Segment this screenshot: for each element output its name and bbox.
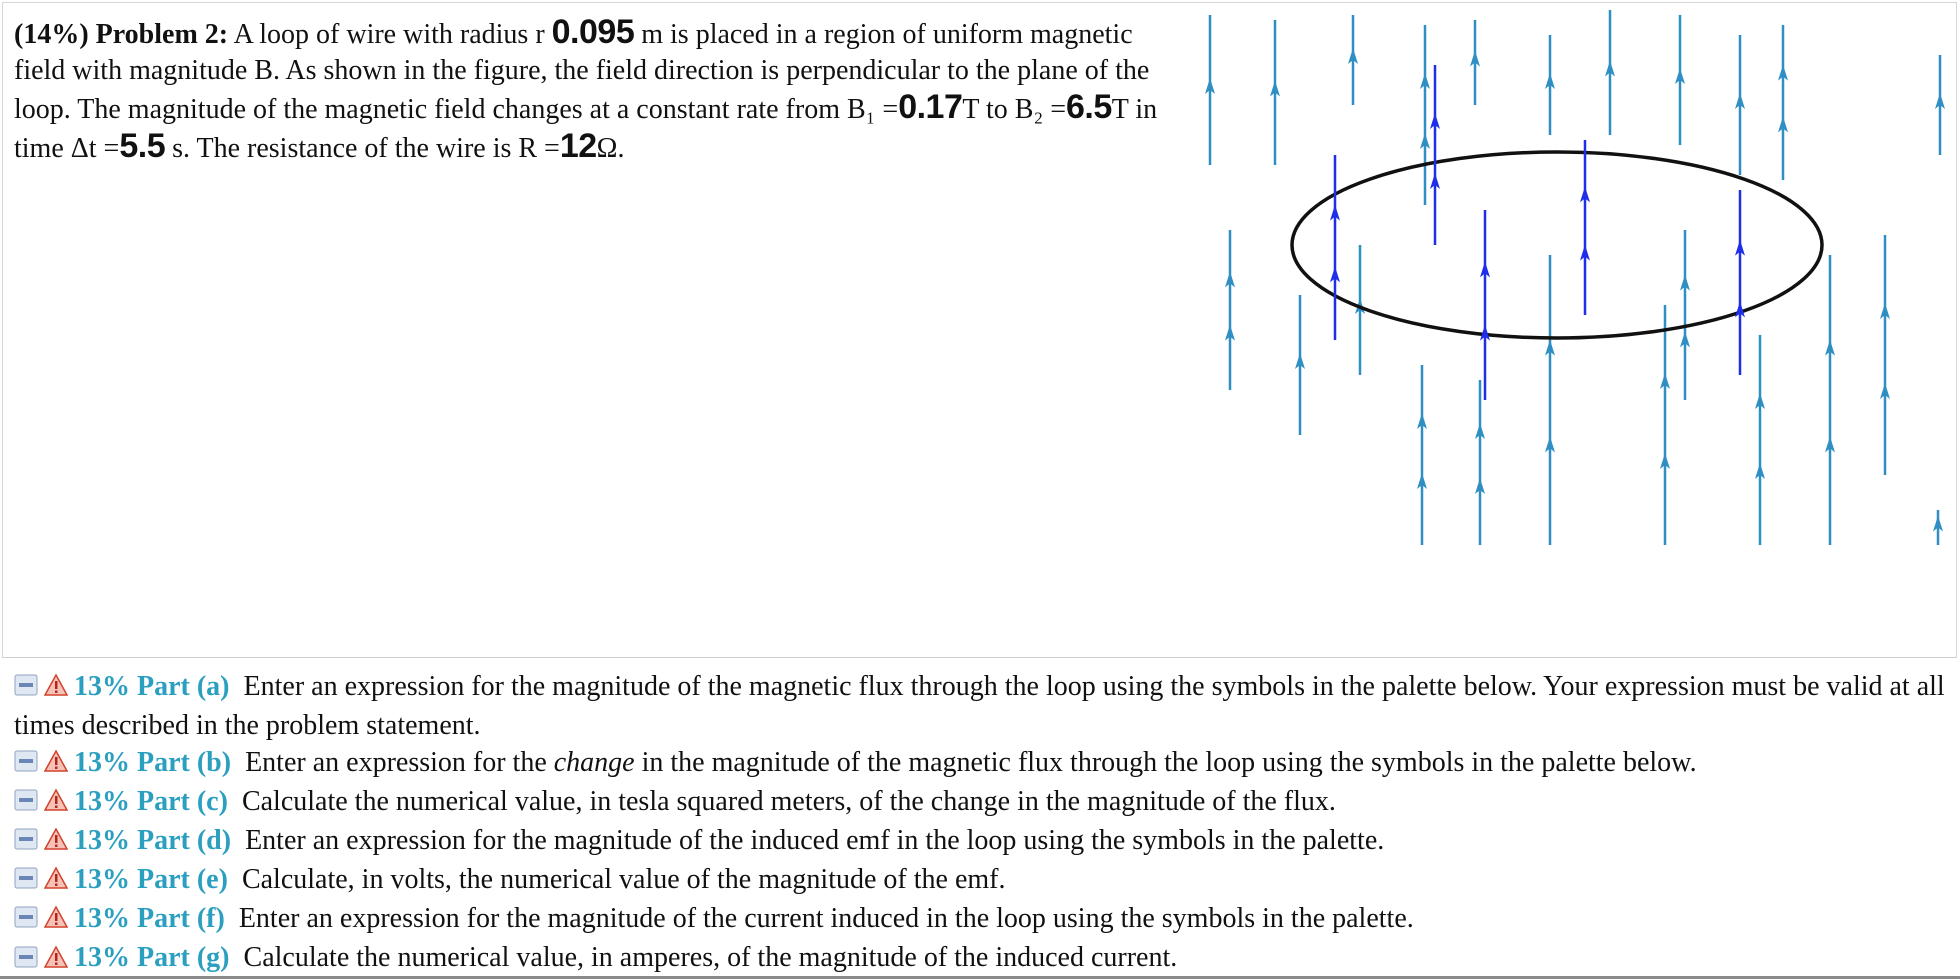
b1-value: 0.17 bbox=[898, 88, 963, 126]
warning-icon bbox=[44, 824, 68, 861]
magnetic-field-figure bbox=[1195, 5, 1955, 565]
part-a-text: Enter an expression for the magnitude of the magnetic flux through the loop using the symbols in the palette below. Your expression must be valid at all times described in the problem statement. bbox=[14, 671, 1945, 742]
statement-text-3: T to B₂ = bbox=[962, 94, 1066, 125]
collapse-icon[interactable] bbox=[14, 902, 38, 939]
warning-icon bbox=[44, 863, 68, 900]
part-d[interactable] bbox=[0, 822, 1960, 861]
part-d-label[interactable]: 13% Part (d) bbox=[74, 825, 232, 857]
radius-value: 0.095 bbox=[551, 13, 635, 51]
statement-text-1: A loop of wire with radius r bbox=[233, 19, 545, 50]
part-b-text-pre: Enter an expression for the bbox=[245, 747, 554, 779]
statement-text-2: m is placed in a region of uniform magnetic field with magnitude B. As shown in the figure, the field direction is perpendicular to the plane of the loop. The magnitude of the magnetic field changes at a constant rate from B₁ = bbox=[14, 19, 1150, 125]
warning-icon bbox=[44, 785, 68, 822]
part-c-text: Calculate the numerical value, in tesla squared meters, of the change in the magnitude of the flux. bbox=[241, 786, 1336, 818]
part-f-label[interactable]: 13% Part (f) bbox=[74, 903, 225, 935]
statement-text-5: s. The resistance of the wire is R = bbox=[172, 133, 560, 164]
warning-icon bbox=[44, 670, 68, 707]
part-b[interactable] bbox=[0, 744, 1960, 783]
part-c[interactable] bbox=[0, 783, 1960, 822]
part-g[interactable] bbox=[0, 939, 1960, 978]
part-g-label[interactable]: 13% Part (g) bbox=[74, 942, 230, 974]
part-d-text: Enter an expression for the magnitude of the induced emf in the loop using the symbols in the palette. bbox=[245, 825, 1385, 857]
part-e-label[interactable]: 13% Part (e) bbox=[74, 864, 228, 896]
statement-text-4: T in time Δt = bbox=[14, 94, 1158, 164]
resistance-value: 12 bbox=[559, 127, 597, 165]
part-b-emphasis: change bbox=[553, 747, 635, 779]
bottom-divider bbox=[0, 976, 1960, 979]
part-b-text-post: in the magnitude of the magnetic flux through the loop using the symbols in the palette below. bbox=[634, 747, 1697, 779]
part-a[interactable] bbox=[0, 668, 1960, 744]
field-lines bbox=[1205, 10, 1945, 545]
part-e[interactable] bbox=[0, 861, 1960, 900]
warning-icon bbox=[44, 942, 68, 979]
collapse-icon[interactable] bbox=[14, 785, 38, 822]
parts-list bbox=[0, 668, 1960, 979]
part-f[interactable] bbox=[0, 900, 1960, 939]
problem-weight: (14%) bbox=[14, 19, 89, 50]
dt-value: 5.5 bbox=[119, 127, 166, 165]
part-e-text: Calculate, in volts, the numerical value of the magnitude of the emf. bbox=[241, 864, 1006, 896]
part-f-text: Enter an expression for the magnitude of the current induced in the loop using the symbols in the palette. bbox=[238, 903, 1414, 935]
collapse-icon[interactable] bbox=[14, 863, 38, 900]
part-g-text: Calculate the numerical value, in amperes, of the magnitude of the induced current. bbox=[243, 942, 1178, 974]
collapse-icon[interactable] bbox=[14, 746, 38, 783]
problem-label: Problem 2: bbox=[95, 19, 229, 50]
warning-icon bbox=[44, 902, 68, 939]
collapse-icon[interactable] bbox=[14, 670, 38, 707]
part-a-label[interactable]: 13% Part (a) bbox=[74, 671, 230, 702]
part-c-label[interactable]: 13% Part (c) bbox=[74, 786, 228, 818]
collapse-icon[interactable] bbox=[14, 942, 38, 979]
statement-text-6: Ω. bbox=[596, 133, 625, 164]
warning-icon bbox=[44, 746, 68, 783]
part-b-label[interactable]: 13% Part (b) bbox=[74, 747, 232, 779]
b2-value: 6.5 bbox=[1066, 88, 1112, 126]
inner-field-lines bbox=[1330, 65, 1745, 400]
problem-statement bbox=[14, 14, 1174, 167]
collapse-icon[interactable] bbox=[14, 824, 38, 861]
